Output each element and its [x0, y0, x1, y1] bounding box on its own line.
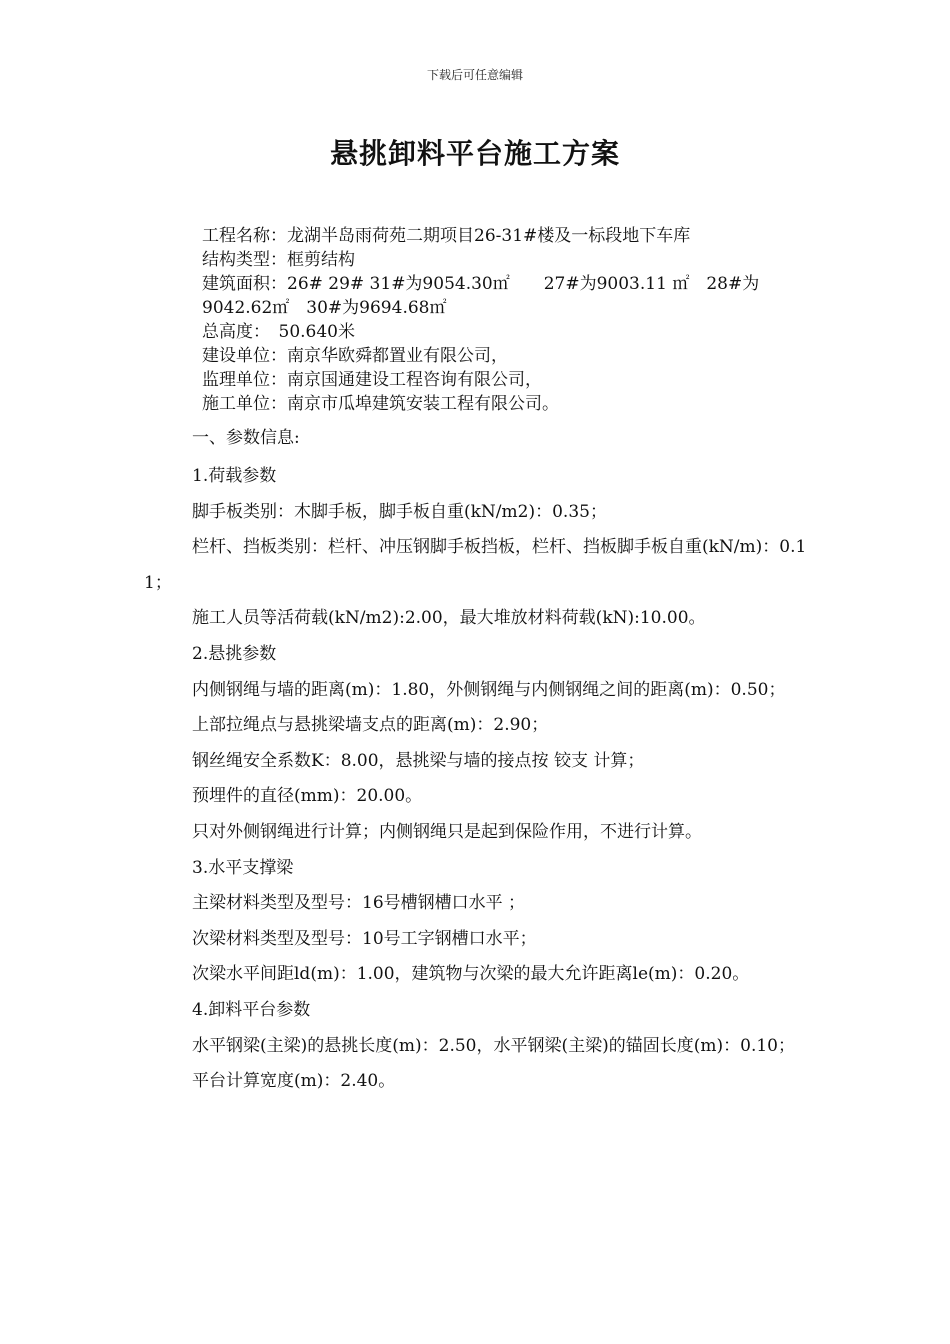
info-building-area-cont: 9042.62㎡ 30#为9694.68㎡ [202, 298, 447, 318]
paragraph: 上部拉绳点与悬挑梁墙支点的距离(m)：2.90； [192, 715, 549, 736]
info-contractor: 施工单位：南京市瓜埠建筑安装工程有限公司。 [202, 394, 559, 414]
project-info-block [202, 224, 802, 416]
info-supervisor: 监理单位：南京国通建设工程咨询有限公司， [202, 370, 542, 390]
paragraph: 内侧钢绳与墙的距离(m)：1.80，外侧钢绳与内侧钢绳之间的距离(m)：0.50； [192, 679, 786, 700]
info-building-area: 建筑面积：26# 29# 31#为9054.30㎡ 27#为9003.11 ㎡ 28#为 [202, 274, 760, 294]
info-total-height: 总高度： 50.640米 [202, 322, 355, 342]
info-structure-type: 结构类型：框剪结构 [202, 250, 355, 270]
parameter-body [144, 459, 810, 1100]
subheading-platform-params: 4.卸料平台参数 [192, 999, 311, 1020]
info-project-name: 工程名称：龙湖半岛雨荷苑二期项目26-31#楼及一标段地下车库 [202, 226, 691, 246]
paragraph: 钢丝绳安全系数K：8.00，悬挑梁与墙的接点按 铰支 计算； [192, 750, 645, 771]
header-note: 下载后可任意编辑 [426, 68, 523, 82]
paragraph: 施工人员等活荷载(kN/m2):2.00，最大堆放材料荷载(kN):10.00。 [192, 608, 706, 629]
paragraph: 脚手板类别：木脚手板，脚手板自重(kN/m2)：0.35； [192, 501, 607, 522]
section-heading-parameters: 一、参数信息: [192, 428, 300, 448]
paragraph: 栏杆、挡板类别：栏杆、冲压钢脚手板挡板，栏杆、挡板脚手板自重(kN/m)：0.11； [144, 537, 807, 593]
paragraph: 预埋件的直径(mm)：20.00。 [192, 786, 423, 807]
info-owner: 建设单位：南京华欧舜都置业有限公司， [202, 346, 508, 366]
document-title: 悬挑卸料平台施工方案 [329, 137, 620, 170]
paragraph: 只对外侧钢绳进行计算；内侧钢绳只是起到保险作用，不进行计算。 [192, 821, 702, 842]
paragraph: 平台计算宽度(m)：2.40。 [192, 1071, 396, 1092]
paragraph: 水平钢梁(主梁)的悬挑长度(m)：2.50，水平钢梁(主梁)的锚固长度(m)：0.10； [192, 1035, 796, 1056]
subheading-load-params: 1.荷载参数 [192, 466, 277, 486]
paragraph: 主梁材料类型及型号：16号槽钢槽口水平 ； [192, 893, 526, 914]
subheading-horizontal-beam: 3.水平支撑梁 [192, 857, 294, 878]
subheading-cantilever-params: 2.悬挑参数 [192, 643, 277, 664]
paragraph: 次梁水平间距ld(m)：1.00，建筑物与次梁的最大允许距离le(m)：0.20。 [192, 964, 750, 985]
paragraph: 次梁材料类型及型号：10号工字钢槽口水平； [192, 928, 537, 949]
